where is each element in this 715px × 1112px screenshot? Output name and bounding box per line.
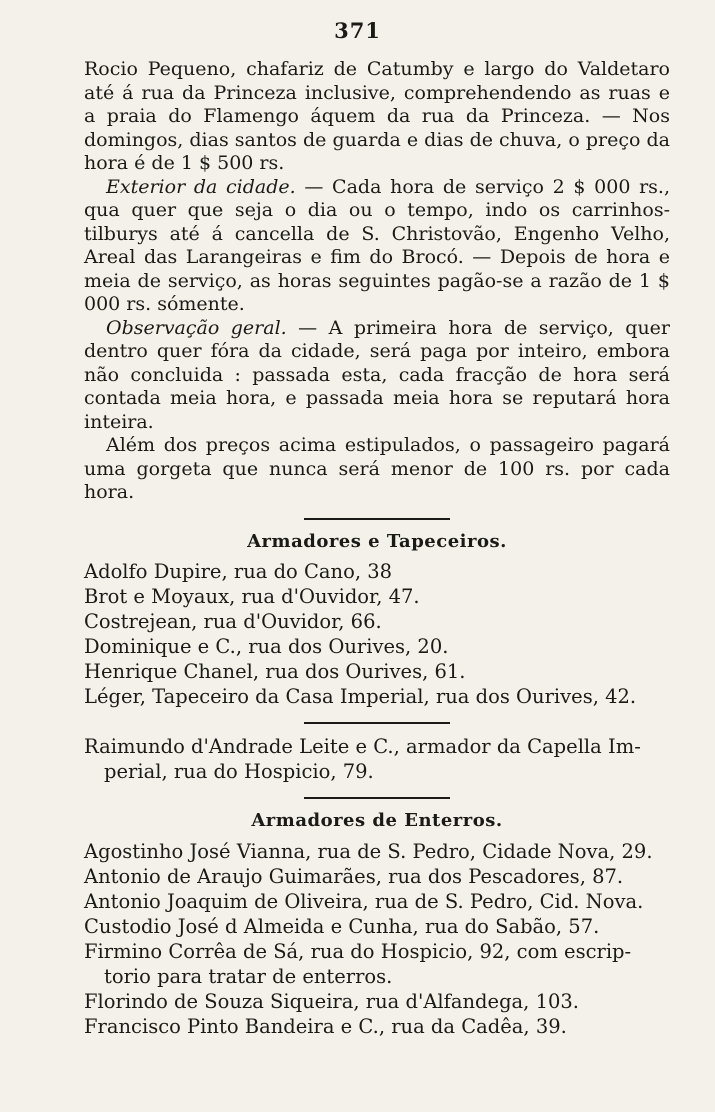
list-item: Léger, Tapeceiro da Casa Imperial, rua dos Ourives, 42. [84,685,637,708]
paragraph-prices-city: Rocio Pequeno, chafariz de Catumby e largo do Valdetaro até á rua da Princeza inclusive, comprehendendo as ruas e a praia do Flamengo áquem da rua da Princeza. — Nos domingos, dias santos de guarda e dias de chuva, o preço da hora é de 1 $ 500 rs. [84,58,670,174]
page-body [84,58,670,1039]
list-item: Antonio Joaquim de Oliveira, rua de S. Pedro, Cid. Nova. [84,889,644,913]
list-item: Costrejean, rua d'Ouvidor, 66. [84,610,382,633]
list-item: Francisco Pinto Bandeira e C., rua da Cadêa, 39. [84,1014,567,1038]
funerals-list [84,839,670,1039]
text-exterior: — Cada hora de serviço 2 $ 000 rs., qua quer que seja o dia ou o tempo, indo os carrinhos-tilburys até á cancella de S. Christovão, Engenho Velho, Areal das Larangeiras e fim do Brocó. — Depois de hora e meia de serviço, as horas seguintes pagão-se a razão de 1 $ 000 rs. sómente. [84,175,671,315]
entry-line-continuation: torio para tratar de enterros. [104,964,393,988]
entry-line-continuation: perial, rua do Hospicio, 79. [104,760,374,783]
paragraph-tip: Além dos preços acima estipulados, o passageiro pagará uma gorgeta que nunca será menor de 100 rs. por cada hora. [84,434,670,503]
list-item: Adolfo Dupire, rua do Cano, 38 [84,560,393,583]
paragraph-exterior [84,176,670,317]
label-exterior: Exterior da cidade. [106,175,296,198]
section-heading-funerals: Armadores de Enterros. [251,810,503,831]
text-observation: — A primeira hora de serviço, quer dentro quer fóra da cidade, será paga por inteiro, embora não concluida : passada esta, cada fracção de hora será contada meia hora, e passada meia hora se reputará hora inteira. [84,316,671,433]
list-item-firmino [84,939,670,989]
list-item: Antonio de Araujo Guimarães, rua dos Pescadores, 87. [84,864,624,888]
entry-line: Firmino Corrêa de Sá, rua do Hospicio, 92, com escrip- [84,939,632,963]
upholsterers-list [84,559,670,709]
list-item: Henrique Chanel, rua dos Ourives, 61. [84,660,466,683]
page-number: 371 [334,18,381,43]
list-item: Brot e Moyaux, rua d'Ouvidor, 47. [84,585,420,608]
list-item: Florindo de Souza Siqueira, rua d'Alfandega, 103. [84,989,579,1013]
label-observation: Observação geral. [106,316,287,339]
entry-line: Raimundo d'Andrade Leite e C., armador da Capella Im- [84,735,641,758]
list-item: Agostinho José Vianna, rua de S. Pedro, Cidade Nova, 29. [84,839,653,863]
divider [304,722,450,724]
divider [304,797,450,799]
paragraph-observation [84,317,670,435]
list-item-raimundo [84,734,670,784]
list-item: Custodio José d Almeida e Cunha, rua do Sabão, 57. [84,914,600,938]
list-item: Dominique e C., rua dos Ourives, 20. [84,635,449,658]
divider [304,518,450,520]
section-heading-upholsterers: Armadores e Tapeceiros. [247,530,507,552]
